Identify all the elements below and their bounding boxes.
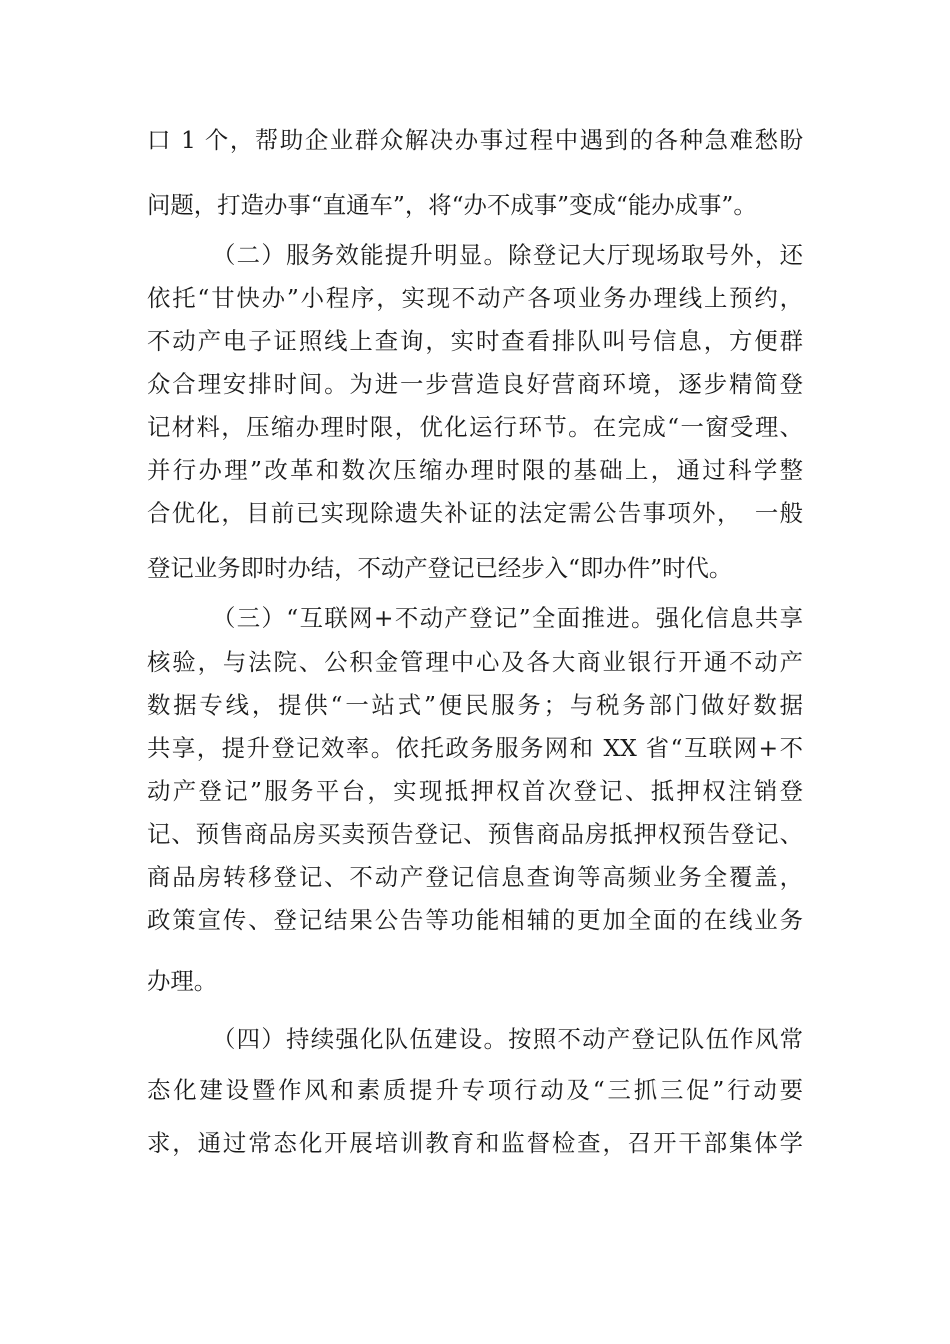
text-line: 政策宣传、登记结果公告等功能相辅的更加全面的在线业务 xyxy=(147,906,803,934)
text-line: 不动产电子证照线上查询，实时查看排队叫号信息，方便群 xyxy=(147,327,803,355)
paragraph-heading-line: （二）服务效能提升明显。除登记大厅现场取号外，还 xyxy=(212,241,803,269)
text-line: 登记业务即时办结，不动产登记已经步入“即办件”时代。 xyxy=(147,554,733,582)
text-line: 商品房转移登记、不动产登记信息查询等高频业务全覆盖， xyxy=(147,863,803,891)
paragraph-heading-line: （三）“互联网+不动产登记”全面推进。强化信息共享 xyxy=(212,604,803,632)
text-line: 求，通过常态化开展培训教育和监督检查，召开干部集体学 xyxy=(147,1129,803,1157)
text-line: 合优化，目前已实现除遗失补证的法定需公告事项外， 一般 xyxy=(147,499,803,527)
text-line: 共享，提升登记效率。依托政务服务网和 XX 省“互联网+不 xyxy=(147,734,803,762)
text-line: 动产登记”服务平台，实现抵押权首次登记、抵押权注销登 xyxy=(147,777,803,805)
text-line: 众合理安排时间。为进一步营造良好营商环境，逐步精简登 xyxy=(147,370,803,398)
text-line: 办理。 xyxy=(147,967,218,995)
text-line: 记材料，压缩办理时限，优化运行环节。在完成“一窗受理、 xyxy=(147,413,803,441)
text-line: 数据专线，提供“一站式”便民服务；与税务部门做好数据 xyxy=(147,691,803,719)
paragraph-heading-line: （四）持续强化队伍建设。按照不动产登记队伍作风常 xyxy=(212,1025,803,1053)
text-line: 问题，打造办事“直通车”，将“办不成事”变成“能办成事”。 xyxy=(147,191,757,219)
text-line: 并行办理”改革和数次压缩办理时限的基础上，通过科学整 xyxy=(147,456,803,484)
text-line: 口 1 个，帮助企业群众解决办事过程中遇到的各种急难愁盼 xyxy=(147,126,803,154)
text-line: 核验，与法院、公积金管理中心及各大商业银行开通不动产 xyxy=(147,648,803,676)
text-line: 记、预售商品房买卖预告登记、预售商品房抵押权预告登记、 xyxy=(147,820,803,848)
text-line: 态化建设暨作风和素质提升专项行动及“三抓三促”行动要 xyxy=(147,1076,803,1104)
text-line: 依托“甘快办”小程序，实现不动产各项业务办理线上预约， xyxy=(147,284,803,312)
